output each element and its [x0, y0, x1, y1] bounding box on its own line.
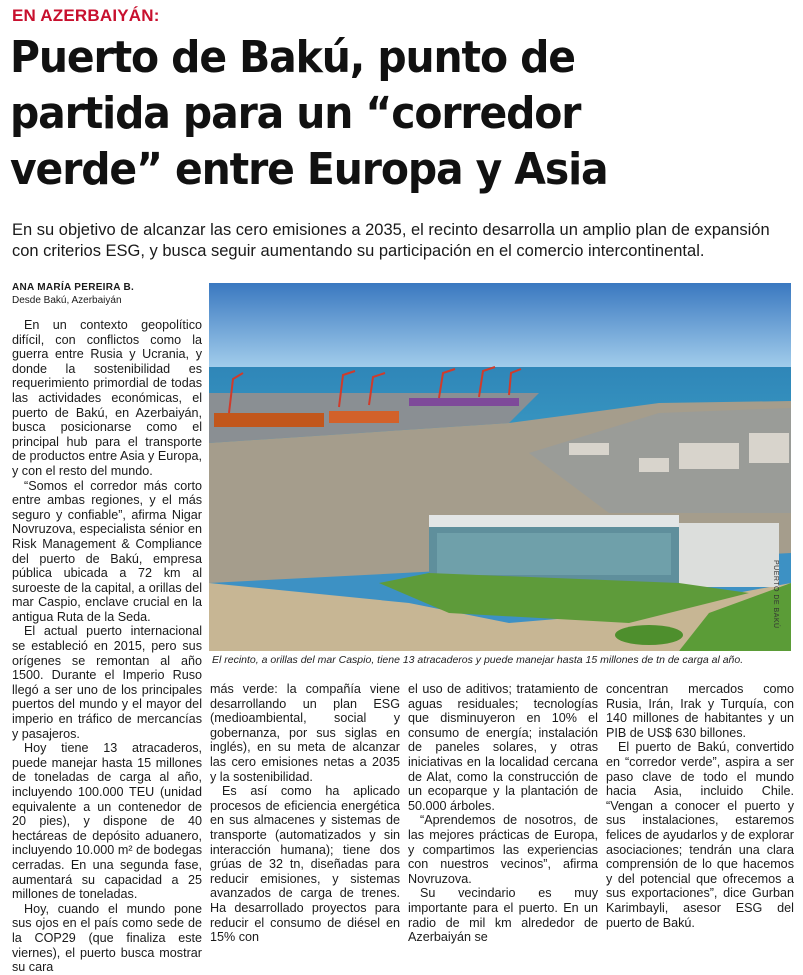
paragraph: el uso de aditivos; tratamiento de aguas residuales; tecnologías que disminuyeron en 10% el consumo de energía; instalación de paneles solares, y otras iniciativas en la localidad cercana de Alat, como la construcción de un ecoparque y la plantación de 50.000 árboles. — [408, 682, 598, 813]
paragraph: Hoy, cuando el mundo pone sus ojos en el país como sede de la COP29 (que finaliza este viernes), el puerto busca mostrar su cara — [12, 901, 202, 975]
paragraph: “Somos el corredor más corto entre ambas regiones, y el más seguro y confiable”, afirma Nigar Novruzova, especialista sénior en Risk Management & Compliance del puerto de Bakú, empresa pública ubicada a 72 km al suroeste de la capital, a orillas del mar Caspio, enclave crucial en la antigua Ruta de la Seda. — [12, 478, 202, 624]
port-illustration — [209, 283, 791, 651]
headline: Puerto de Bakú, punto de partida para un “corredor verde” entre Europa y Asia — [10, 32, 608, 195]
author-location: Desde Bakú, Azerbaiyán — [12, 295, 122, 306]
byline — [12, 282, 202, 306]
photo-caption: El recinto, a orillas del mar Caspio, tiene 13 atracaderos y puede manejar hasta 15 millones de tn de carga al año. — [212, 654, 744, 666]
port-aerial-photo — [209, 283, 791, 651]
body-column-1 — [12, 318, 202, 975]
section-kicker: EN AZERBAIYÁN: — [12, 6, 160, 25]
paragraph: Su vecindario es muy importante para el puerto. En un radio de mil km alrededor de Azerbaiyán se — [408, 886, 598, 945]
lead-paragraph: En su objetivo de alcanzar las cero emisiones a 2035, el recinto desarrolla un amplio plan de expansión con criterios ESG, y busca seguir aumentando su participación en el comercio intercontinental. — [12, 221, 770, 260]
photo-credit: PUERTO DE BAKÚ — [772, 560, 779, 629]
body-column-2 — [210, 682, 400, 945]
paragraph: Hoy tiene 13 atracaderos, puede manejar hasta 15 millones de toneladas de carga al año, incluyendo 100.000 TEU (unidad equivalente a un contenedor de 20 pies), y dispone de 40 hectáreas de depósito aduanero, incluyendo 10.000 m² de bodegas cerradas. En una segunda fase, aumentará su capacidad a 25 millones de toneladas. — [12, 741, 202, 902]
paragraph: “Aprendemos de nosotros, de las mejores prácticas de Europa, y compartimos las experiencias con nuestros vecinos”, afirma Novruzova. — [408, 813, 598, 886]
paragraph: concentran mercados como Rusia, Irán, Irak y Turquía, con 140 millones de habitantes y un PIB de US$ 630 billones. — [606, 682, 794, 740]
paragraph: El actual puerto internacional se estableció en 2015, pero sus orígenes se remontan al año 1500. Durante el Imperio Ruso llegó a ser uno de los principales puertos del mundo y el mayor del imperio en tráfico de mercancías y pasajeros. — [12, 624, 202, 741]
paragraph: En un contexto geopolítico difícil, con conflictos como la guerra entre Rusia y Ucrania, y donde la sostenibilidad es requerimiento primordial de todas las actividades económicas, el puerto de Bakú, en Azerbaiyán, busca posicionarse como el principal hub para el transporte de productos entre Asia y Europa, y con el resto del mundo. — [12, 318, 202, 478]
paragraph: más verde: la compañía viene desarrollando un plan ESG (medioambiental, social y gobernanza, por sus siglas en inglés), en su meta de alcanzar las cero emisiones netas a 2035 y la sostenibilidad. — [210, 682, 400, 784]
paragraph: Es así como ha aplicado procesos de eficiencia energética en sus almacenes y sistemas de transporte (automatizados y sin interacción humana); tiene dos grúas de 32 tn, diseñadas para reducir emisiones, y sistemas avanzados de carga de trenes. Ha desarrollado proyectos para reducir el consumo de diésel en 15% con — [210, 784, 400, 945]
paragraph: El puerto de Bakú, convertido en “corredor verde”, aspira a ser paso clave de todo el mundo hacia Asia, incluido Chile. “Vengan a conocer el puerto y sus instalaciones, estaremos felices de ayudarlos y de explorar asociaciones; tendrán una clara comprensión de lo que hacemos y del potencial que ofrecemos a sus exportaciones”, dice Gurban Karimbayli, asesor ESG del puerto de Bakú. — [606, 740, 794, 930]
body-column-4 — [606, 682, 794, 930]
author-name: ANA MARÍA PEREIRA B. — [12, 282, 135, 293]
body-column-3 — [408, 682, 598, 945]
